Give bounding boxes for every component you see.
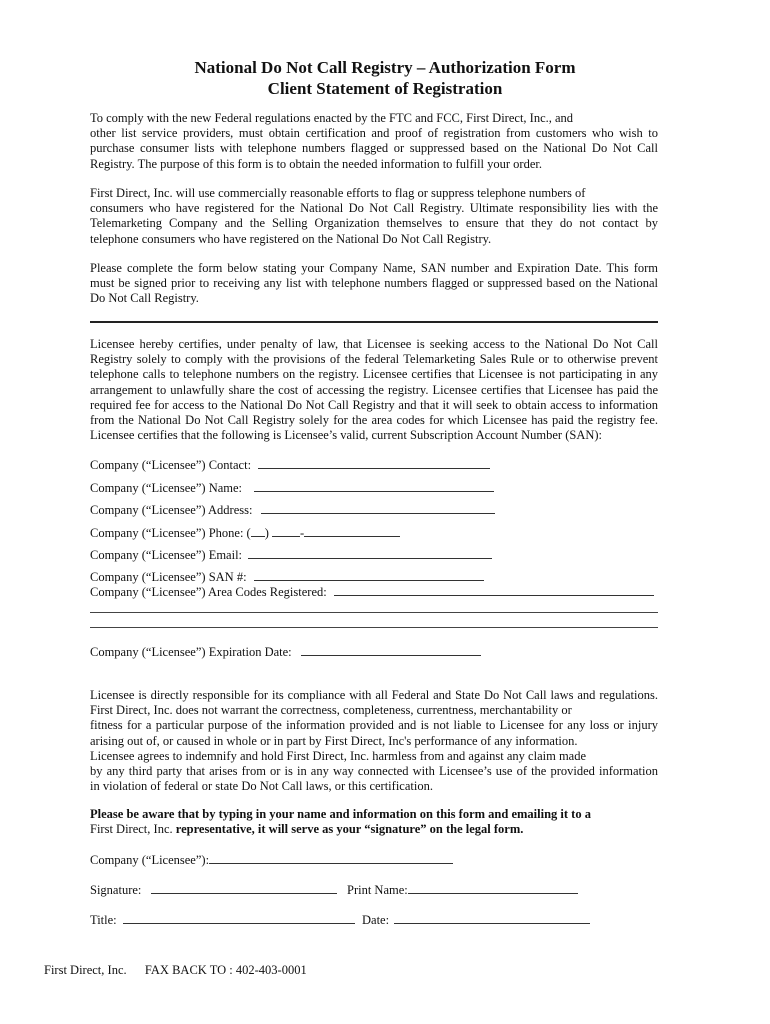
text-line: from the National Do Not Call Registry solely for the area codes for which Licensee has paid the registry fee. <box>90 413 658 428</box>
address-label: Company (“Licensee”) Address: <box>90 503 253 517</box>
phone-field-row <box>90 525 400 541</box>
email-input-line[interactable] <box>248 547 492 559</box>
text-line: Registry. The purpose of this form is to obtain the needed information to fulfill your order. <box>90 156 542 171</box>
text-line: To comply with the new Federal regulations enacted by the FTC and FCC, First Direct, Inc., and <box>90 111 574 125</box>
san-field-row <box>90 569 484 585</box>
text-line: Telemarketing Company and the Selling Organization themselves to ensure that they do not contact by <box>90 216 658 231</box>
name-input-line[interactable] <box>254 480 494 492</box>
signature-input-line[interactable] <box>151 882 337 894</box>
contact-field-row <box>90 457 490 473</box>
expiration-input-line[interactable] <box>301 644 481 656</box>
text-line: Please complete the form below stating your Company Name, SAN number and Expiration Date. This form <box>90 261 658 275</box>
expiration-field-row <box>90 644 481 660</box>
san-label: Company (“Licensee”) SAN #: <box>90 570 247 584</box>
notice-line: Please be aware that by typing in your name and information on this form and emailing it to a <box>90 807 591 821</box>
notice-company: First Direct, Inc. <box>90 822 173 837</box>
date-input-line[interactable] <box>394 912 590 924</box>
date-row <box>362 912 590 928</box>
notice-bold-text: representative, it will serve as your “signature” on the legal form. <box>172 822 524 837</box>
signature-label: Signature: <box>90 883 142 897</box>
text-line: must be signed prior to receiving any list with telephone numbers flagged or suppressed based on the National <box>90 276 658 291</box>
text-line: required fee for access to the National Do Not Call Registry and that it will seek to obtain access to information <box>90 397 658 412</box>
email-field-row <box>90 547 492 563</box>
footer-fax: FAX BACK TO : 402-403-0001 <box>144 963 307 977</box>
phone-prefix-input[interactable] <box>272 525 300 537</box>
title-label: Title: <box>90 913 117 927</box>
intro-paragraph-2 <box>90 186 658 247</box>
text-line: Licensee certifies that the following is Licensee’s valid, current Subscription Account Number (SAN): <box>90 428 603 443</box>
print-name-label: Print Name: <box>347 883 408 897</box>
text-line: First Direct, Inc. will use commercially reasonable efforts to flag or suppress telephone numbers of <box>90 186 586 200</box>
san-input-line[interactable] <box>254 569 484 581</box>
text-line: other list service providers, must obtain certification and proof of registration from customers who wish to <box>90 126 658 141</box>
phone-line-number-input[interactable] <box>304 525 400 537</box>
text-line: telephone consumers who have registered on the National Do Not Call Registry. <box>90 231 492 246</box>
phone-close-paren: ) <box>264 526 269 540</box>
date-label: Date: <box>362 913 390 927</box>
text-line: telephone calls to telephone numbers on the registry. Licensee certifies that Licensee is not participating in any <box>90 367 658 382</box>
text-line: fitness for a particular purpose of the information provided and is not liable to Licensee for any loss or injury <box>90 718 658 733</box>
intro-paragraph-3 <box>90 261 658 307</box>
print-name-row <box>347 882 578 898</box>
text-line: Registry solely to comply with the provisions of the federal Telemarketing Sales Rule or to otherwise prevent <box>90 352 658 367</box>
signature-company-label: Company (“Licensee”): <box>90 853 210 867</box>
text-line: Licensee hereby certifies, under penalty of law, that Licensee is seeking access to the National Do Not Call <box>90 337 658 351</box>
text-line: by any third party that arises from or is in any way connected with Licensee’s use of the provided information <box>90 764 658 779</box>
intro-paragraph-1 <box>90 111 658 172</box>
text-line: arrangement to unlawfully share the cost of accessing the registry. Licensee certifies that Licensee has paid the <box>90 382 658 397</box>
title-input-line[interactable] <box>123 912 355 924</box>
text-line: Do Not Call Registry. <box>90 291 199 306</box>
contact-input-line[interactable] <box>258 457 490 469</box>
area-codes-extra-line[interactable] <box>90 627 658 628</box>
text-line: arising out of, or caused in whole or in part by First Direct, Inc's performance of any information. <box>90 733 578 748</box>
email-label: Company (“Licensee”) Email: <box>90 548 243 562</box>
text-line: Licensee is directly responsible for its compliance with all Federal and State Do Not Call laws and regulations. <box>90 688 658 702</box>
signature-notice <box>90 807 658 837</box>
text-line: purchase consumer lists with telephone numbers flagged or suppressed based on the National Do Not Call <box>90 141 658 156</box>
notice-line <box>90 822 658 837</box>
signature-company-row <box>90 852 453 868</box>
area-codes-label: Company (“Licensee”) Area Codes Registered: <box>90 585 327 599</box>
address-field-row <box>90 502 495 518</box>
certification-paragraph <box>90 337 658 443</box>
form-title: National Do Not Call Registry – Authorization Form <box>194 58 576 77</box>
text-line: consumers who have registered for the National Do Not Call Registry. Ultimate responsibility lies with the <box>90 201 658 216</box>
form-subtitle: Client Statement of Registration <box>267 79 503 98</box>
title-row <box>90 912 355 928</box>
footer-company: First Direct, Inc. <box>44 963 127 977</box>
text-line: First Direct, Inc. does not warrant the correctness, completeness, currentness, merchantability or <box>90 703 572 718</box>
liability-paragraph <box>90 688 658 794</box>
phone-label: Company (“Licensee”) Phone: ( <box>90 526 251 540</box>
name-label: Company (“Licensee”) Name: <box>90 481 243 495</box>
expiration-label: Company (“Licensee”) Expiration Date: <box>90 645 292 659</box>
signature-row <box>90 882 337 898</box>
area-codes-input-line[interactable] <box>334 584 654 596</box>
area-codes-field-row <box>90 584 654 600</box>
print-name-input-line[interactable] <box>408 882 578 894</box>
phone-area-code-input[interactable] <box>251 525 265 537</box>
contact-label: Company (“Licensee”) Contact: <box>90 458 252 472</box>
text-line: in violation of federal or state Do Not Call laws, or this certification. <box>90 779 433 794</box>
signature-company-input-line[interactable] <box>209 852 453 864</box>
phone-dash: - <box>300 526 305 540</box>
text-line: Licensee agrees to indemnify and hold First Direct, Inc. harmless from and against any claim made <box>90 748 587 763</box>
address-input-line[interactable] <box>261 502 495 514</box>
footer <box>44 963 307 978</box>
section-divider <box>90 321 658 323</box>
name-field-row <box>90 480 494 496</box>
area-codes-extra-line[interactable] <box>90 612 658 613</box>
